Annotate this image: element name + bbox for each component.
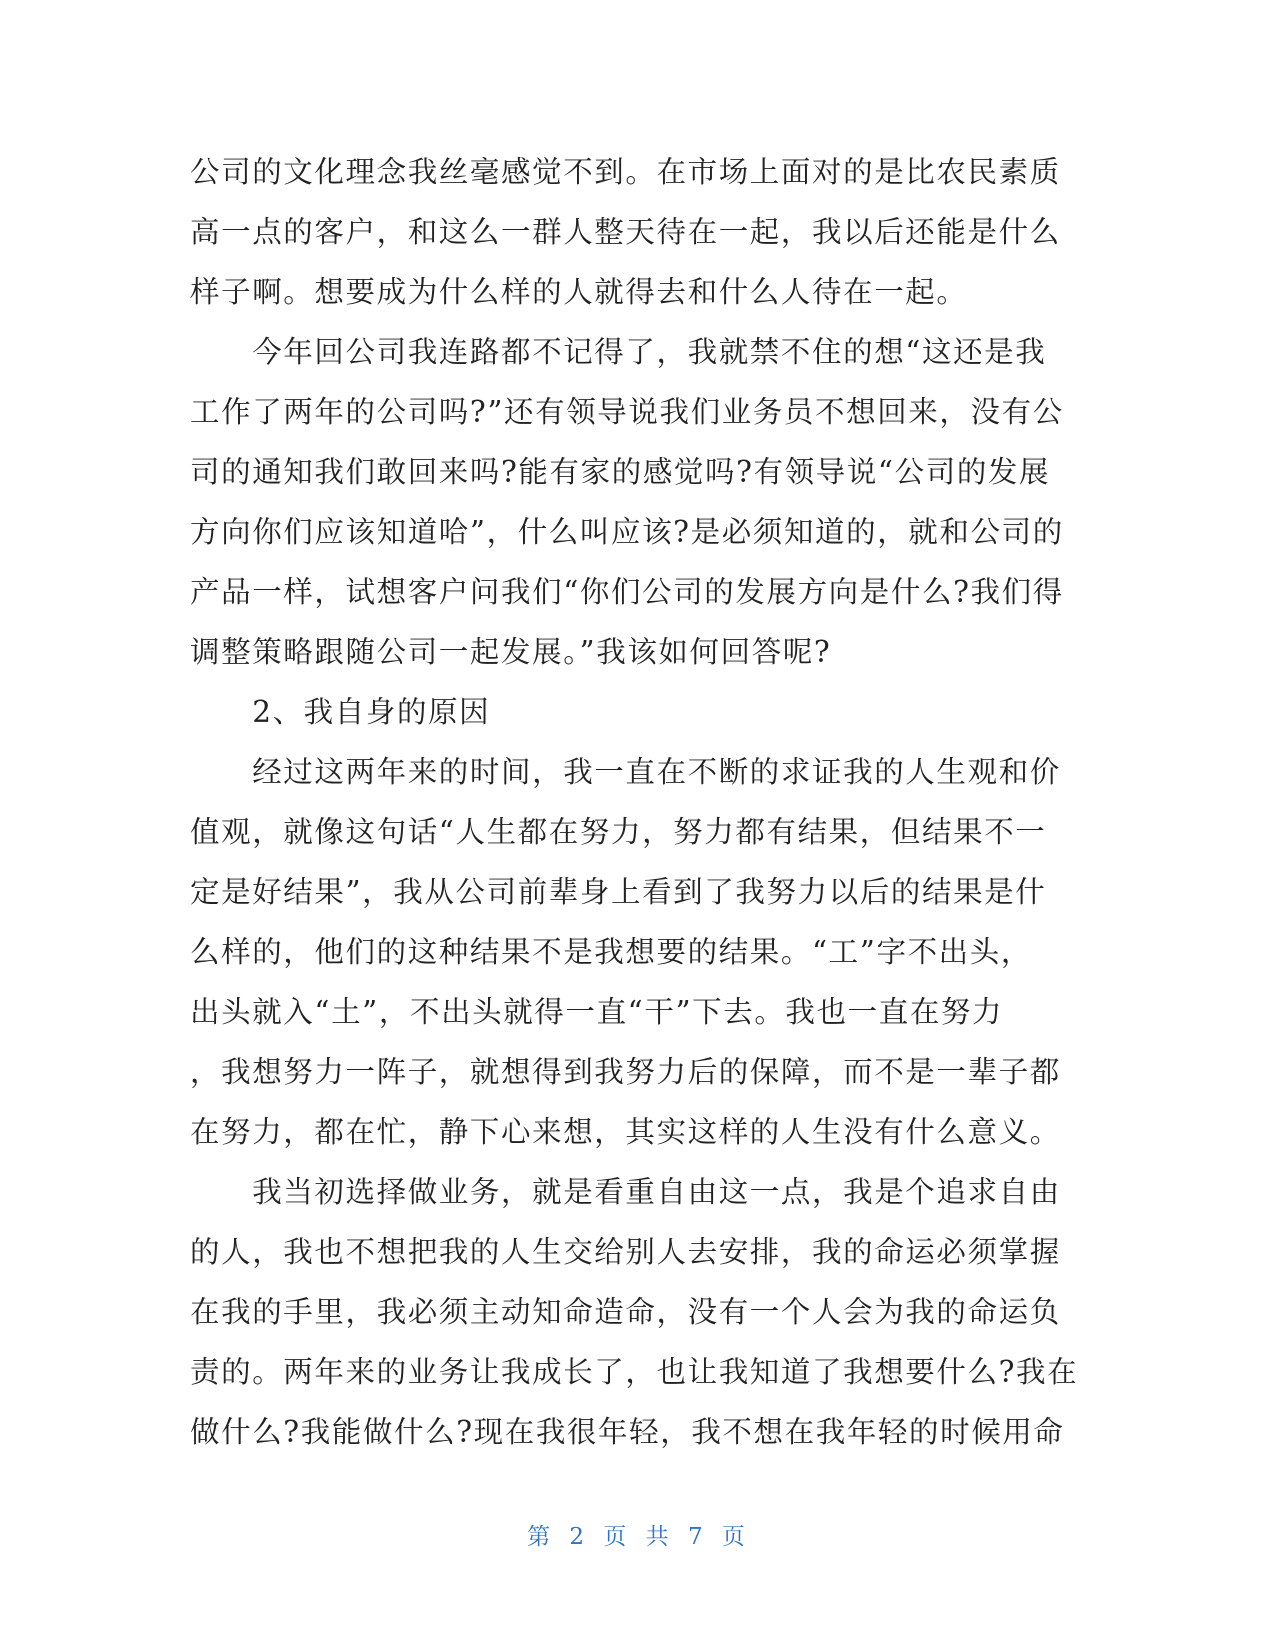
text-line: 方向你们应该知道哈”，什么叫应该?是必须知道的，就和公司的	[190, 515, 1064, 549]
text-line: 在努力，都在忙，静下心来想，其实这样的人生没有什么意义。	[190, 1115, 1061, 1149]
text-line: 公司的文化理念我丝毫感觉不到。在市场上面对的是比农民素质	[190, 155, 1061, 189]
text-line: 司的通知我们敢回来吗?能有家的感觉吗?有领导说“公司的发展	[190, 455, 1051, 489]
text-line: 在我的手里，我必须主动知命造命，没有一个人会为我的命运负	[190, 1295, 1061, 1329]
text-line: 的人，我也不想把我的人生交给别人去安排，我的命运必须掌握	[190, 1235, 1061, 1269]
section-heading: 2、我自身的原因	[190, 695, 491, 729]
text-line: 么样的，他们的这种结果不是我想要的结果。“工”字不出头，	[190, 935, 1032, 969]
text-line: 责的。两年来的业务让我成长了，也让我知道了我想要什么?我在	[190, 1355, 1079, 1389]
text-line: 做什么?我能做什么?现在我很年轻，我不想在我年轻的时候用命	[190, 1415, 1065, 1449]
text-line: 高一点的客户，和这么一群人整天待在一起，我以后还能是什么	[190, 215, 1061, 249]
text-line: 定是好结果”，我从公司前辈身上看到了我努力以后的结果是什	[190, 875, 1047, 909]
page-number-footer: 第 2 页 共 7 页	[527, 1524, 748, 1550]
text-line: 样子啊。想要成为什么样的人就得去和什么人待在一起。	[190, 275, 968, 309]
text-line: 经过这两年来的时间，我一直在不断的求证我的人生观和价	[190, 755, 1061, 789]
text-line: ，我想努力一阵子，就想得到我努力后的保障，而不是一辈子都	[190, 1055, 1061, 1089]
text-line: 值观，就像这句话“人生都在努力，努力都有结果，但结果不一	[190, 815, 1047, 849]
text-line: 调整策略跟随公司一起发展。”我该如何回答呢?	[190, 635, 832, 669]
text-line: 产品一样，试想客户问我们“你们公司的发展方向是什么?我们得	[190, 575, 1064, 609]
text-line: 今年回公司我连路都不记得了，我就禁不住的想“这还是我	[190, 335, 1047, 369]
text-line: 工作了两年的公司吗?”还有领导说我们业务员不想回来，没有公	[190, 395, 1064, 429]
text-line: 我当初选择做业务，就是看重自由这一点，我是个追求自由	[190, 1175, 1061, 1209]
body-text	[190, 142, 1090, 1462]
text-line: 出头就入“土”，不出头就得一直“干”下去。我也一直在努力	[190, 995, 1004, 1029]
